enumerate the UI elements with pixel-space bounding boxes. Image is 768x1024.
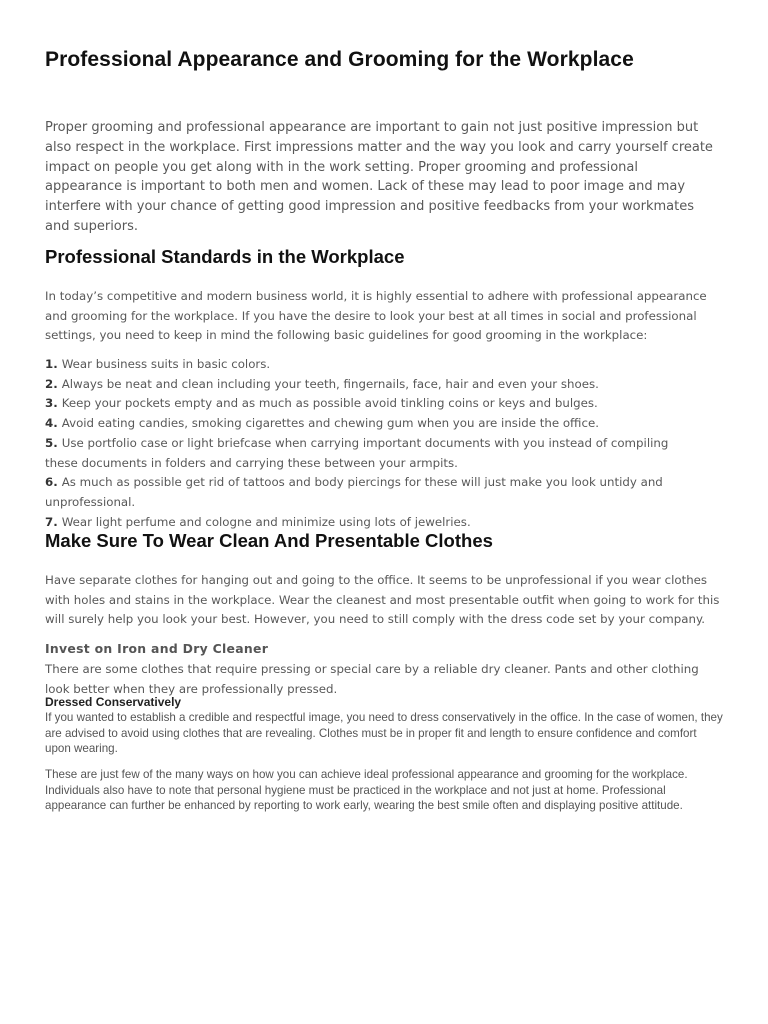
list-item-number: 1. [45, 357, 58, 371]
list-item [45, 355, 685, 375]
list-item [45, 434, 685, 473]
iron-paragraph: There are some clothes that require pressing or special care by a reliable dry cleaner. Pants and other clothing look better when they are professionally pressed. [45, 662, 699, 696]
list-item [45, 473, 685, 512]
guidelines-list [45, 355, 685, 532]
page-title: Professional Appearance and Grooming for the Workplace [45, 48, 634, 71]
intro-paragraph: Proper grooming and professional appearance are important to gain not just positive impression but also respect in the workplace. First impressions matter and the way you look and carry yourself create impact on people you get along with in the work setting. Proper grooming and professional appearance is important to both men and women. Lack of these may lead to poor image and may interfere with your chance of getting good impression and positive feedbacks from your workmates and superiors. [45, 120, 713, 234]
list-item-text: As much as possible get rid of tattoos and body piercings for these will just make you look untidy and unprofessional. [45, 475, 663, 509]
list-item-text: Keep your pockets empty and as much as possible avoid tinkling coins or keys and bulges. [61, 396, 598, 411]
list-item-text: Wear light perfume and cologne and minimize using lots of jewelries. [61, 514, 471, 529]
conservative-paragraph: If you wanted to establish a credible and respectful image, you need to dress conservatively in the office. In the case of women, they are advised to avoid using clothes that are revealing. Clothes must be in proper fit and length to ensure confidence and comfort upon wearing. [45, 711, 723, 756]
clothes-heading: Make Sure To Wear Clean And Presentable Clothes [45, 530, 493, 551]
list-item-text: Use portfolio case or light briefcase when carrying important documents with you instead of compiling these documents in folders and carrying these between your armpits. [45, 435, 669, 470]
iron-heading: Invest on Iron and Dry Cleaner [45, 641, 269, 656]
standards-heading: Professional Standards in the Workplace [45, 246, 405, 267]
conservative-heading: Dressed Conservatively [45, 695, 182, 709]
list-item-number: 4. [45, 416, 58, 431]
clothes-paragraph: Have separate clothes for hanging out and going to the office. It seems to be unprofessional if you wear clothes with holes and stains in the workplace. Wear the cleanest and most presentable outfit when going to work for this will surely help you look your best. However, you need to still comply with the dress code set by your company. [45, 573, 720, 627]
list-item-text: Always be neat and clean including your teeth, fingernails, face, hair and even your shoes. [61, 376, 599, 391]
list-item-number: 7. [45, 514, 58, 529]
list-item [45, 414, 685, 434]
list-item-number: 2. [45, 376, 58, 391]
closing-paragraph: These are just few of the many ways on how you can achieve ideal professional appearance and grooming for the workplace. Individuals also have to note that personal hygiene must be practiced in the workplace and not just at home. Professional appearance can further be enhanced by reporting to work early, wearing the best smile often and displaying positive attitude. [45, 768, 688, 813]
list-item-number: 3. [45, 396, 58, 411]
list-item [45, 394, 685, 414]
list-item-text: Wear business suits in basic colors. [61, 357, 271, 371]
list-item-number: 5. [45, 435, 58, 450]
standards-paragraph: In today’s competitive and modern business world, it is highly essential to adhere with professional appearance and grooming for the workplace. If you have the desire to look your best at all times in social and professional settings, you need to keep in mind the following basic guidelines for good grooming in the workplace: [45, 289, 707, 343]
list-item-text: Avoid eating candies, smoking cigarettes and chewing gum when you are inside the office. [61, 416, 599, 431]
list-item [45, 375, 685, 395]
list-item-number: 6. [45, 475, 58, 490]
